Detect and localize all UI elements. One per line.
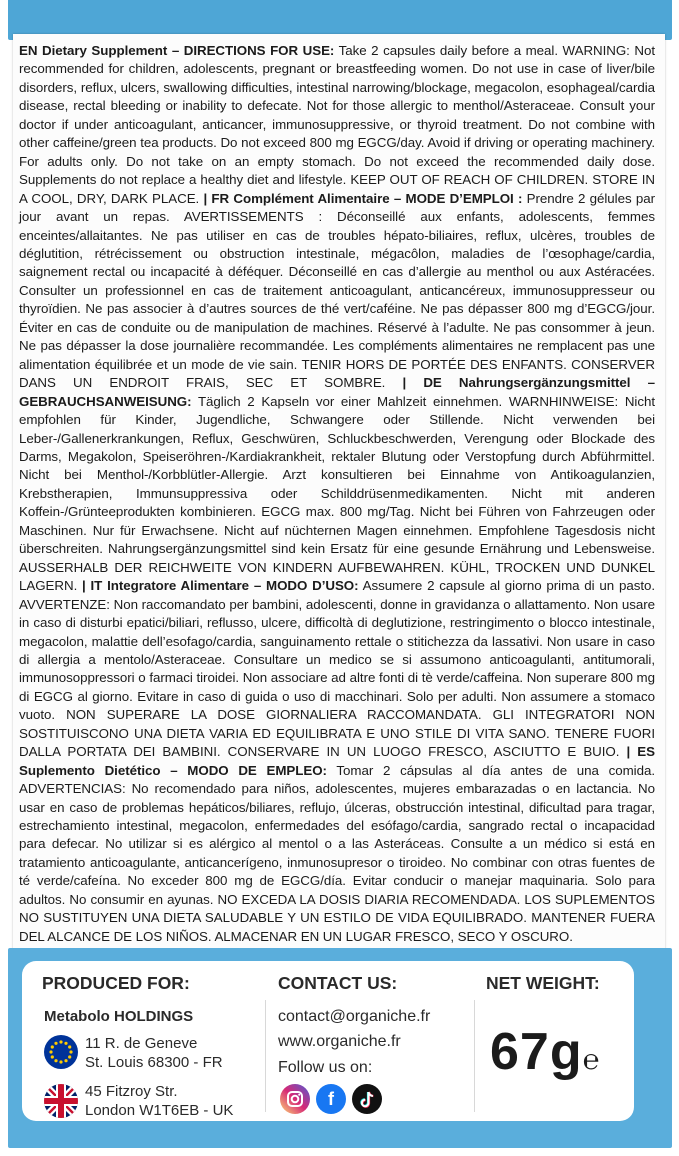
contact-us-title: CONTACT US: <box>278 973 398 993</box>
uk-flag-icon <box>44 1084 78 1118</box>
fr-heading: | FR Complément Alimentaire – MODE D’EMPLOI : <box>199 190 523 206</box>
contact-website[interactable]: www.organiche.fr <box>278 1033 401 1050</box>
produced-for-title: PRODUCED FOR: <box>42 973 190 993</box>
estimated-sign-icon: ℮ <box>582 1044 601 1075</box>
follow-us-label: Follow us on: <box>278 1059 373 1076</box>
divider <box>474 1000 475 1112</box>
it-body: Assumere 2 capsule al giorno prima di un pasto. AVVERTENZE: Non raccomandato per bambini, adolescenti, donne in gravidanza o allattamento. Non usare in caso di disturbi epatici/biliari, reflusso, ulcere, difficoltà di deglutizione, restringimento o blocco intestinale, megacolon, malattie dell’esofago/cardia, sanguinamento rettale o stitichezza da lassativi. Non usare in caso di allergia a mentolo/Asteraceae. Consultare un medico se si assumono anticoagulanti, antitumorali, immunosoppressori o farmaci tiroidei. Non associare ad altre fonti di tè verde/caffeina. Non superare 800 mg di EGCG al giorno. Evitare in caso di guida o uso di macchinari. Solo per adulti. Non assumere a stomaco vuoto. NON SUPERARE LA DOSE GIORNALIERA RACCOMANDATA. GLI INTEGRATORI NON SOSTITUISCONO UNA DIETA VARIA ED EQUILIBRATA E UNO STILE DI VITA SANO. TENERE FUORI DALLA PORTATA DEI BAMBINI. CONSERVARE IN UN LUOGO FRESCO, ASCIUTTO E BUIO. <box>19 578 655 760</box>
uk-address-line2: London W1T6EB - UK <box>85 1102 234 1119</box>
es-heading: | ES Suplemento Dietético – MODO DE EMPLEO: <box>19 744 655 778</box>
en-heading: EN Dietary Supplement – DIRECTIONS FOR USE: <box>19 43 335 58</box>
divider <box>265 1000 266 1112</box>
eu-address-line1: 11 R. de Geneve <box>85 1035 198 1052</box>
it-heading: | IT Integratore Alimentare – MODO D’USO: <box>77 578 359 594</box>
en-body: Take 2 capsules daily before a meal. WARNING: Not recommended for children, adolescents, pregnant or breastfeeding women. Do not use in case of liver/bile disorders, reflux, ulcers, swallowing difficulties, intestinal narrowing/blockage, megacolon, esophageal/cardia disease, rectal bleeding or inability to defecate. Not for those allergic to menthol/Asteraceae. Consult your doctor if under anticoagulant, anticancer, immunosuppressive, or thyroid treatment. Do not combine with other caffeine/green tea products. Do not exceed 800 mg EGCG/day. Avoid if driving or operating machinery. For adults only. Do not take on an empty stomach. Do not exceed the recommended daily dose. Supplements do not replace a healthy diet and lifestyle. KEEP OUT OF REACH OF CHILDREN. STORE IN A COOL, DRY, DARK PLACE. <box>19 43 655 206</box>
tiktok-icon[interactable] <box>352 1084 382 1114</box>
contact-email[interactable]: contact@organiche.fr <box>278 1008 431 1025</box>
net-weight-value <box>490 1022 600 1082</box>
fr-body: Prendre 2 gélules par jour avant un repas. AVERTISSEMENTS : Déconseillé aux enfants, adolescents, femmes enceintes/allaitantes. Ne pas utiliser en cas de troubles hépato-biliaires, reflux, ulcères, troubles de déglutition, rétrécissement ou obstruction intestinale, mégacôlon, maladies de l’œsophage/cardia, saignement rectal ou incapacité à déféquer. Déconseillé en cas d’allergie au menthol ou aux Astéracées. Consulter un professionnel en cas de traitement anticoagulant, anticancéreux, immunosuppresseur ou thyroïdien. Ne pas associer à d’autres sources de thé vert/caféine. Ne pas dépasser 800 mg d’EGCG/jour. Éviter en cas de conduite ou de manipulation de machines. Réservé à l’adulte. Ne pas consommer à jeun. Ne pas dépasser la dose journalière recommandée. Les compléments alimentaires ne remplacent pas une alimentation équilibrée et un mode de vie sain. TENIR HORS DE PORTÉE DES ENFANTS. CONSERVER DANS UN ENDROIT FRAIS, SEC ET SOMBRE. <box>19 190 655 391</box>
net-weight-title: NET WEIGHT: <box>486 973 600 993</box>
eu-address-line2: St. Louis 68300 - FR <box>85 1054 223 1071</box>
es-body: Tomar 2 cápsulas al día antes de una comida. ADVERTENCIAS: No recomendado para niños, adolescentes, mujeres embarazadas o en lactancia. No usar en caso de problemas hepáticos/biliares, reflujo, úlceras, obstrucción intestinal, dificultad para tragar, estrechamiento intestinal, megacolon, enfermedades del esófago/cardia, sangrado rectal o incapacidad para defecar. No utilizar si es alérgico al mentol o a las Asteráceas. Consulte a un médico si está en tratamiento anticoagulante, anticancerígeno, inmunosupresor o tiroideo. No combinar con otras fuentes de té verde/cafeína. No exceder 800 mg de EGCG/día. Evitar conducir o manejar maquinaria. Solo para adultos. No consumir en ayunas. NO EXCEDA LA DOSIS DIARIA RECOMENDADA. LOS SUPLEMENTOS NO SUSTITUYEN UNA DIETA SALUDABLE Y UN ESTILO DE VIDA EQUILIBRADO. MANTENER FUERA DEL ALCANCE DE LOS NIÑOS. ALMACENAR EN UN LUGAR FRESCO, SECO Y OSCURO. <box>19 762 655 944</box>
directions-text <box>19 42 655 946</box>
de-body: Täglich 2 Kapseln vor einer Mahlzeit einnehmen. WARNHINWEISE: Nicht empfohlen für Kinder, Jugendliche, Schwangere oder Stillende. Nicht verwenden bei Leber-/Gallenerkrankungen, Reflux, Geschwüren, Schluckbeschwerden, Verengung oder Blockade des Darms, Megakolon, Speiseröhren-/Kardiakrankheit, rektaler Blutung oder Verstopfung durch Abführmittel. Nicht bei Menthol-/Korbblütler-Allergie. Arzt konsultieren bei Einnahme von Antikoagulanzien, Krebstherapien, Immunsuppressiva oder Schilddrüsenmedikamenten. Nicht mit anderen Koffein-/Grünteeprodukten kombinieren. EGCG max. 800 mg/Tag. Nicht bei Führen von Fahrzeugen oder Maschinen. Nur für Erwachsene. Nicht auf nüchternen Magen einnehmen. Empfohlene Tagesdosis nicht überschreiten. Nahrungsergänzungsmittel sind kein Ersatz für eine gesunde Ernährung und Lebensweise. AUSSERHALB DER REICHWEITE VON KINDERN AUFBEWAHREN. KÜHL, TROCKEN UND DUNKEL LAGERN. <box>19 393 655 594</box>
instagram-icon[interactable] <box>280 1084 310 1114</box>
facebook-icon[interactable]: f <box>316 1084 346 1114</box>
net-weight-number: 67g <box>490 1023 583 1081</box>
uk-address-line1: 45 Fitzroy Str. <box>85 1083 178 1100</box>
de-heading: | DE Nahrungsergänzungsmittel – GEBRAUCHSANWEISUNG: <box>19 375 655 409</box>
company-name: Metabolo HOLDINGS <box>44 1008 194 1025</box>
eu-flag-icon <box>44 1035 78 1069</box>
